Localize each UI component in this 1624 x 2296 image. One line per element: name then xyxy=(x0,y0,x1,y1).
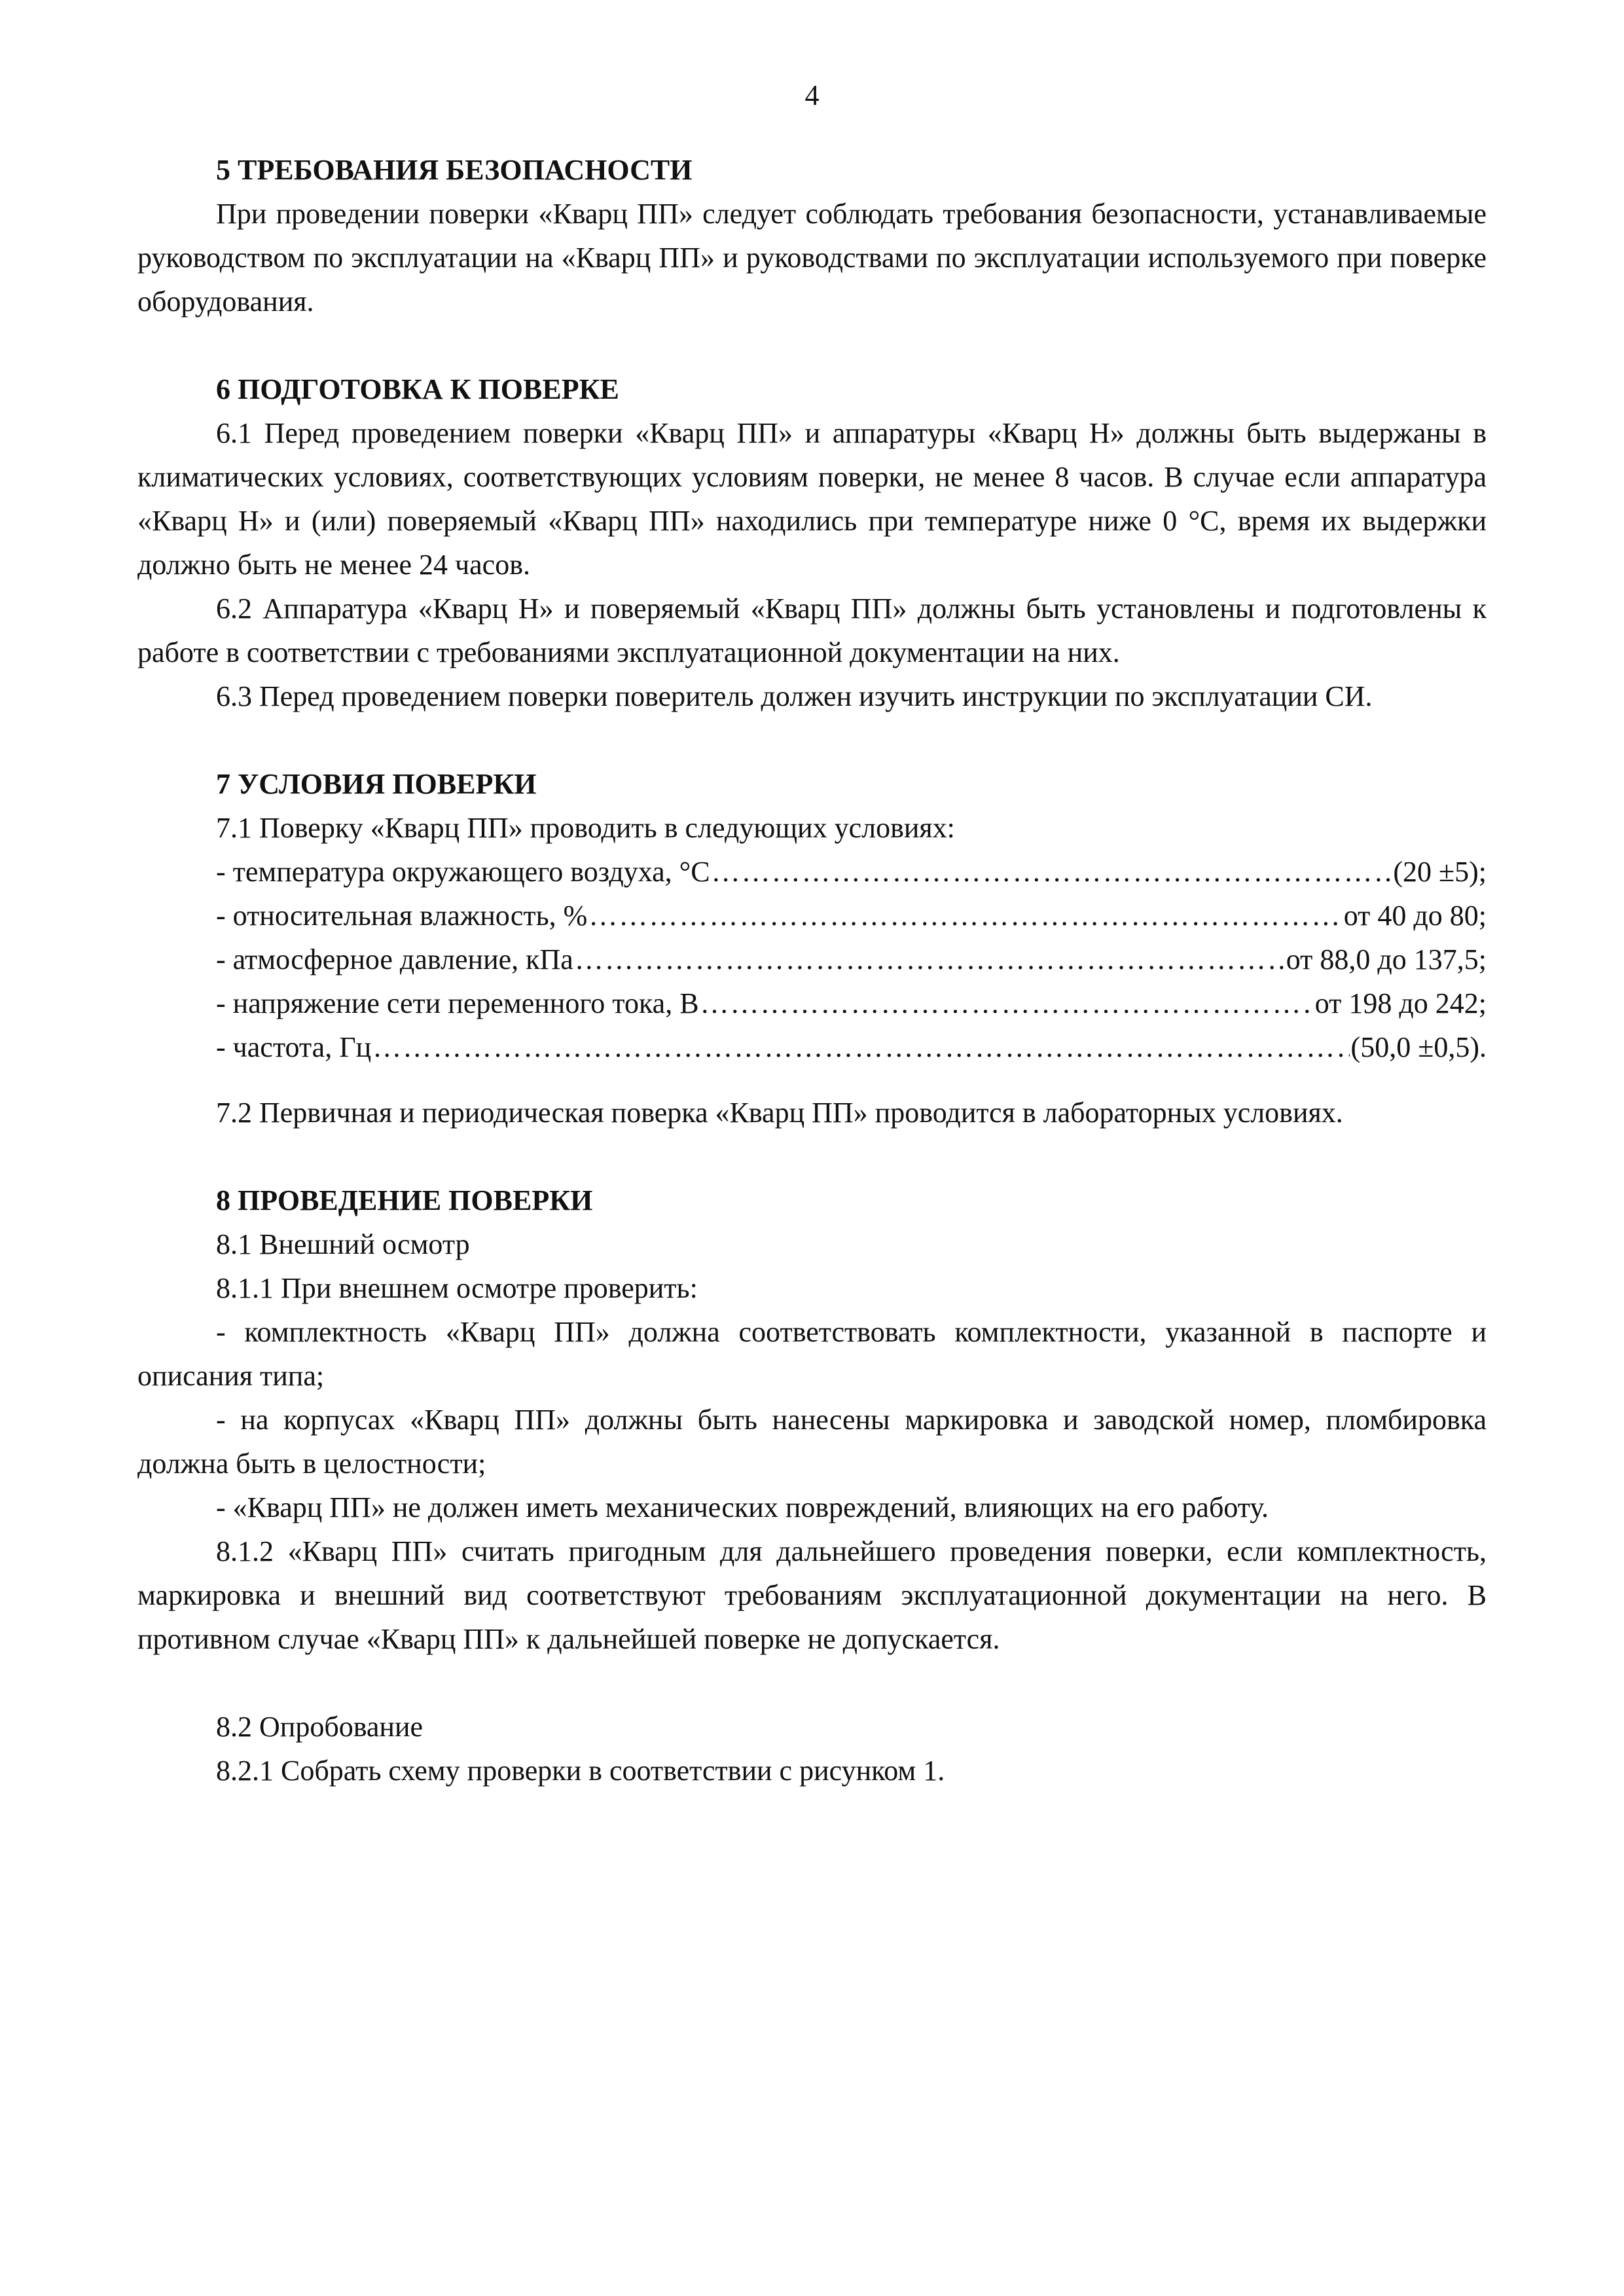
paragraph-6-1: 6.1 Перед проведением поверки «Кварц ПП» и аппаратуры «Кварц Н» должны быть выдержаны в климатических условиях, соответствующих условиям поверки, не менее 8 часов. В случае если аппаратура «Кварц Н» и (или) поверяемый «Кварц ПП» находились при температуре ниже 0 °С, время их выдержки должно быть не менее 24 часов. xyxy=(137,417,1487,581)
condition-row-pressure xyxy=(137,938,1487,981)
condition-value: от 88,0 до 137,5; xyxy=(1286,943,1487,975)
paragraph-6-3: 6.3 Перед проведением поверки поверитель должен изучить инструкции по эксплуатации СИ. xyxy=(216,680,1373,712)
condition-row-frequency xyxy=(137,1025,1487,1069)
subsection-8-1-1: 8.1.1 При внешнем осмотре проверить: xyxy=(216,1272,698,1304)
condition-row-humidity xyxy=(137,894,1487,938)
paragraph-7-1: 7.1 Поверку «Кварц ПП» проводить в следующих условиях: xyxy=(216,812,955,844)
bullet-damage: - «Кварц ПП» не должен иметь механических повреждений, влияющих на его работу. xyxy=(216,1491,1269,1523)
section-8-heading: 8 ПРОВЕДЕНИЕ ПОВЕРКИ xyxy=(216,1184,593,1216)
dot-leader xyxy=(372,1025,1349,1069)
dot-leader xyxy=(575,938,1285,981)
section-5-paragraph: При проведении поверки «Кварц ПП» следует соблюдать требования безопасности, устанавливаемые руководством по эксплуатации на «Кварц ПП» и руководствами по эксплуатации используемого при поверке оборудования. xyxy=(137,198,1487,318)
condition-label: - частота, Гц xyxy=(216,1031,372,1063)
document-body xyxy=(137,148,1487,1793)
condition-row-temperature xyxy=(137,850,1487,894)
page-number: 4 xyxy=(804,79,820,111)
subsection-8-1: 8.1 Внешний осмотр xyxy=(216,1228,470,1260)
condition-label: - напряжение сети переменного тока, В xyxy=(216,987,699,1019)
subsection-8-2: 8.2 Опробование xyxy=(216,1711,424,1743)
condition-value: от 40 до 80; xyxy=(1343,900,1487,932)
condition-value: (20 ±5); xyxy=(1393,856,1487,888)
paragraph-6-2: 6.2 Аппаратура «Кварц Н» и поверяемый «Кварц ПП» должны быть установлены и подготовлены к работе в соответствии с требованиями эксплуатационной документации на них. xyxy=(137,592,1487,668)
paragraph-8-1-2: 8.1.2 «Кварц ПП» считать пригодным для дальнейшего проведения поверки, если комплектность, маркировка и внешний вид соответствуют требованиям эксплуатационной документации на него. В противном случае «Кварц ПП» к дальнейшей поверке не допускается. xyxy=(137,1535,1487,1655)
section-5-heading: 5 ТРЕБОВАНИЯ БЕЗОПАСНОСТИ xyxy=(216,154,693,186)
dot-leader xyxy=(700,981,1314,1025)
condition-label: - относительная влажность, % xyxy=(216,900,588,932)
paragraph-7-2: 7.2 Первичная и периодическая поверка «Кварц ПП» проводится в лабораторных условиях. xyxy=(216,1097,1343,1129)
condition-label: - атмосферное давление, кПа xyxy=(216,943,573,975)
subsection-8-2-1: 8.2.1 Собрать схему проверки в соответствии с рисунком 1. xyxy=(216,1755,945,1787)
dot-leader xyxy=(712,850,1392,894)
section-6-heading: 6 ПОДГОТОВКА К ПОВЕРКЕ xyxy=(216,373,619,405)
condition-label: - температура окружающего воздуха, °С xyxy=(216,856,710,888)
dot-leader xyxy=(588,894,1342,938)
condition-row-voltage xyxy=(137,981,1487,1025)
condition-value: (50,0 ±0,5). xyxy=(1350,1031,1487,1063)
bullet-completeness: - комплектность «Кварц ПП» должна соответствовать комплектности, указанной в паспорте и описания типа; xyxy=(137,1316,1487,1392)
condition-value: от 198 до 242; xyxy=(1314,987,1487,1019)
bullet-marking: - на корпусах «Кварц ПП» должны быть нанесены маркировка и заводской номер, пломбировка должна быть в целостности; xyxy=(137,1404,1487,1480)
section-7-heading: 7 УСЛОВИЯ ПОВЕРКИ xyxy=(216,768,537,800)
